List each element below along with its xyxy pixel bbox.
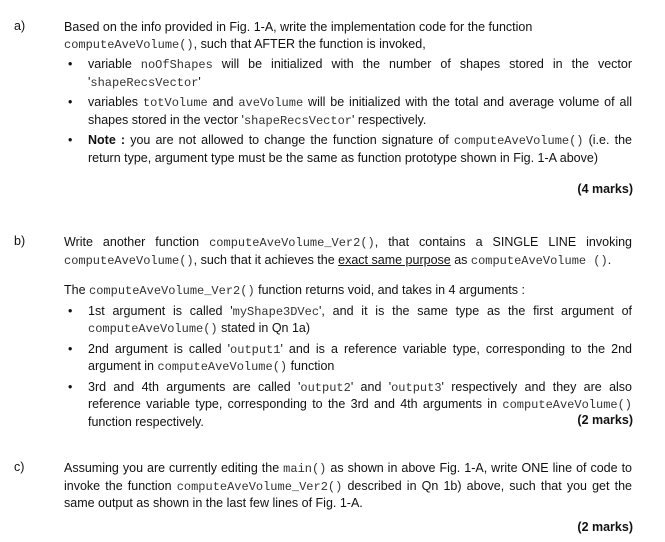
question-b-bullets — [64, 303, 632, 431]
question-b-signature: The computeAveVolume_Ver2() function returns void, and takes in 4 arguments : — [64, 283, 525, 298]
marks-label: (2 marks) — [577, 520, 633, 534]
list-item: • variable noOfShapes will be initialized with the number of shapes stored in the vector 'shapeRecsVector' — [64, 56, 632, 91]
question-a-body — [64, 19, 632, 166]
question-b-body — [64, 234, 632, 430]
marks-label: (4 marks) — [577, 182, 633, 196]
question-a-bullets — [64, 56, 632, 166]
question-label: b) — [14, 234, 26, 248]
question-a-intro: Based on the info provided in Fig. 1-A, write the implementation code for the function computeAveVolume(), such that AFTER the function is invoked, — [64, 20, 533, 52]
question-label: c) — [14, 460, 25, 474]
question-b-intro: Write another function computeAveVolume_Ver2(), that contains a SINGLE LINE invoking computeAveVolume(), such that it achieves the exact same purpose as computeAveVolume (). — [64, 235, 633, 268]
list-item: • Note : you are not allowed to change the function signature of computeAveVolume() (i.e. the return type, argument type must be the same as function prototype shown in Fig. 1-A above) — [64, 132, 632, 166]
question-label: a) — [14, 19, 26, 33]
marks-label: (2 marks) — [577, 413, 633, 427]
question-c-body: Assuming you are currently editing the main() as shown in above Fig. 1-A, write ONE line of code to invoke the function computeAveVolume_Ver2() described in Qn 1b) above, such that you get the same output as shown in the last few lines of Fig. 1-A. — [64, 461, 632, 510]
list-item: • 1st argument is called 'myShape3DVec', and it is the same type as the first argument of computeAveVolume() stated in Qn 1a) — [64, 303, 632, 338]
list-item: • 3rd and 4th arguments are called 'output2' and 'output3' respectively and they are also reference variable type, corresponding to the 3rd and 4th arguments in computeAveVolume() function respectively. — [64, 379, 632, 431]
list-item: • 2nd argument is called 'output1' and is a reference variable type, corresponding to the 2nd argument in computeAveVolume() function — [64, 341, 632, 376]
list-item: • variables totVolume and aveVolume will be initialized with the total and average volume of all shapes stored in the vector 'shapeRecsVector' respectively. — [64, 94, 632, 129]
